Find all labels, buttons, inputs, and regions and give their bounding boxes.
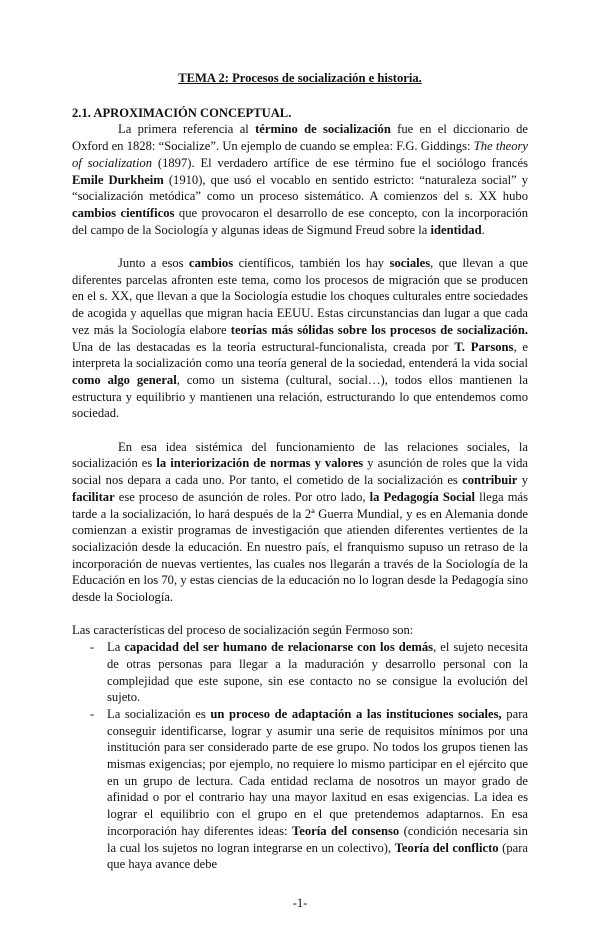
bold-text: la interiorización de normas y valores	[156, 456, 364, 471]
bold-text: como algo general	[72, 372, 177, 387]
bold-text: T. Parsons	[454, 339, 514, 354]
bold-text: término de socialización	[255, 122, 391, 137]
bold-text: facilitar	[72, 489, 115, 504]
text-run: que provocaron el desarrollo de ese concepto, con la incorporación del campo de la Sociología y algunas ideas de Sigmund Freud sobre la	[72, 205, 528, 237]
bold-text: Teoría del conflicto	[394, 840, 499, 855]
text-run: La	[107, 640, 125, 655]
dash-bullet: -	[90, 706, 95, 721]
text-run: y	[517, 473, 528, 488]
text-run: .	[481, 222, 485, 237]
text-run: para conseguir identificarse, lograr y asumir una serie de requisitos mínimos por una institución para ser considerado parte de ese grupo. No todos los grupos tienen las mismas exigencias; por ejemplo, no requiere lo mismo participar en el ejército que en un grupo de lectura. Cada entidad reclama de nosotros un mayor grado de afinidad o por el contrario hay una mayor laxitud en esas exigencias. La idea es lograr el equilibrio con el grupo en el que pretendemos adaptarnos. En esa incorporación hay diferentes ideas:	[107, 706, 528, 838]
bold-text: identidad	[430, 222, 482, 237]
text-run: ese proceso de asunción de roles. Por otro lado,	[114, 489, 370, 504]
text-run: científicos, también los hay	[233, 256, 390, 271]
text-run: (para que haya avance debe	[107, 840, 528, 872]
paragraph	[72, 121, 528, 238]
text-run: (1897). El verdadero artífice de ese término fue el sociólogo francés	[152, 155, 528, 170]
dash-bullet: -	[90, 640, 95, 655]
text-run: Junto a esos	[118, 256, 190, 271]
text-run: , el sujeto necesita de otras personas para llegar a la maduración y desarrollo personal con la complejidad que este supone, sin ese contacto no se consigue la evolución del sujeto.	[107, 640, 528, 705]
text-run: (1910), que usó el vocablo en sentido estricto: “naturaleza social” y “socialización metódica” como un proceso sistemático. A comienzos del s. XX hubo	[72, 172, 528, 204]
document-title: TEMA 2: Procesos de socialización e historia.	[178, 71, 422, 85]
text-run: La primera referencia al	[118, 122, 256, 137]
list-item-text	[107, 640, 528, 704]
bold-text: Emile Durkheim	[72, 172, 164, 187]
text-run: En esa idea sistémica del funcionamiento de las relaciones sociales, la socialización es	[72, 439, 528, 471]
list-intro: Las características del proceso de socialización según Fermoso son:	[72, 623, 414, 638]
bold-text: capacidad del ser humano de relacionarse con los demás	[124, 640, 434, 655]
paragraph	[72, 255, 528, 422]
text-run: llega más tarde a la socialización, lo hará después de la 2ª Guerra Mundial, y es en Alemania donde comienzan a existir programas de investigación que atienden diferentes vertientes de la socialización desde la educación. En nuestro país, el franquismo supuso un retraso de la incorporación de nuevas vertientes, las cuales nos llegarán a través de la Sociología de la Educación en los 70, y estas ciencias de la educación no lo logran desde la Pedagogía sino desde la Sociología.	[72, 489, 528, 605]
text-run: La socialización es	[107, 706, 211, 721]
bold-text: teorías más sólidas sobre los procesos de socialización.	[230, 322, 528, 337]
text-run: y asunción de roles que la vida social nos depara a cada uno. Por tanto, el cometido de la socialización es	[72, 456, 528, 488]
section-heading: 2.1. APROXIMACIÓN CONCEPTUAL.	[72, 105, 292, 120]
text-run: , que llevan a que diferentes parcelas afronten este tema, como los procesos de migración que se producen en el s. XX, que llevan a que la Sociología estudie los choques culturales entre sociedades de acogida y aquellas que migran hacia EEUU. Estas circunstancias dan lugar a que cada vez más la Sociología elabore	[72, 256, 528, 337]
document-page	[72, 0, 528, 873]
list-item-text	[107, 707, 528, 871]
bold-text: contribuir	[462, 473, 518, 488]
bold-text: Teoría del consenso	[292, 823, 400, 838]
list-item	[72, 639, 528, 706]
text-run: , como un sistema (cultural, social…), todos ellos mantienen la estructura y equilibrio y mantienen una relación, estructurando lo que entendemos como sociedad.	[72, 372, 528, 421]
bold-text: cambios	[189, 256, 234, 271]
bold-text: sociales	[389, 256, 431, 271]
text-run: , e interpreta la socialización como una teoría general de la sociedad, entenderá la vida social	[72, 339, 529, 371]
bold-text: cambios científicos	[72, 205, 175, 220]
text-run: fue en el diccionario de Oxford en 1828: “Socialize”. Un ejemplo de cuando se emplea: F.G. Giddings:	[72, 122, 529, 154]
bold-text: la Pedagogía Social	[369, 489, 476, 504]
text-run: Una de las destacadas es la teoría estructural-funcionalista, creada por	[72, 339, 455, 354]
italic-text: The theory of socialization	[72, 139, 529, 170]
paragraph	[72, 439, 528, 606]
text-run: (condición necesaria sin la cual los sujetos no logran integrarse en un colectivo),	[107, 823, 528, 855]
bold-text: un proceso de adaptación a las instituciones sociales,	[210, 706, 502, 721]
characteristics-list	[72, 639, 528, 873]
page-number: -1-	[292, 896, 308, 910]
